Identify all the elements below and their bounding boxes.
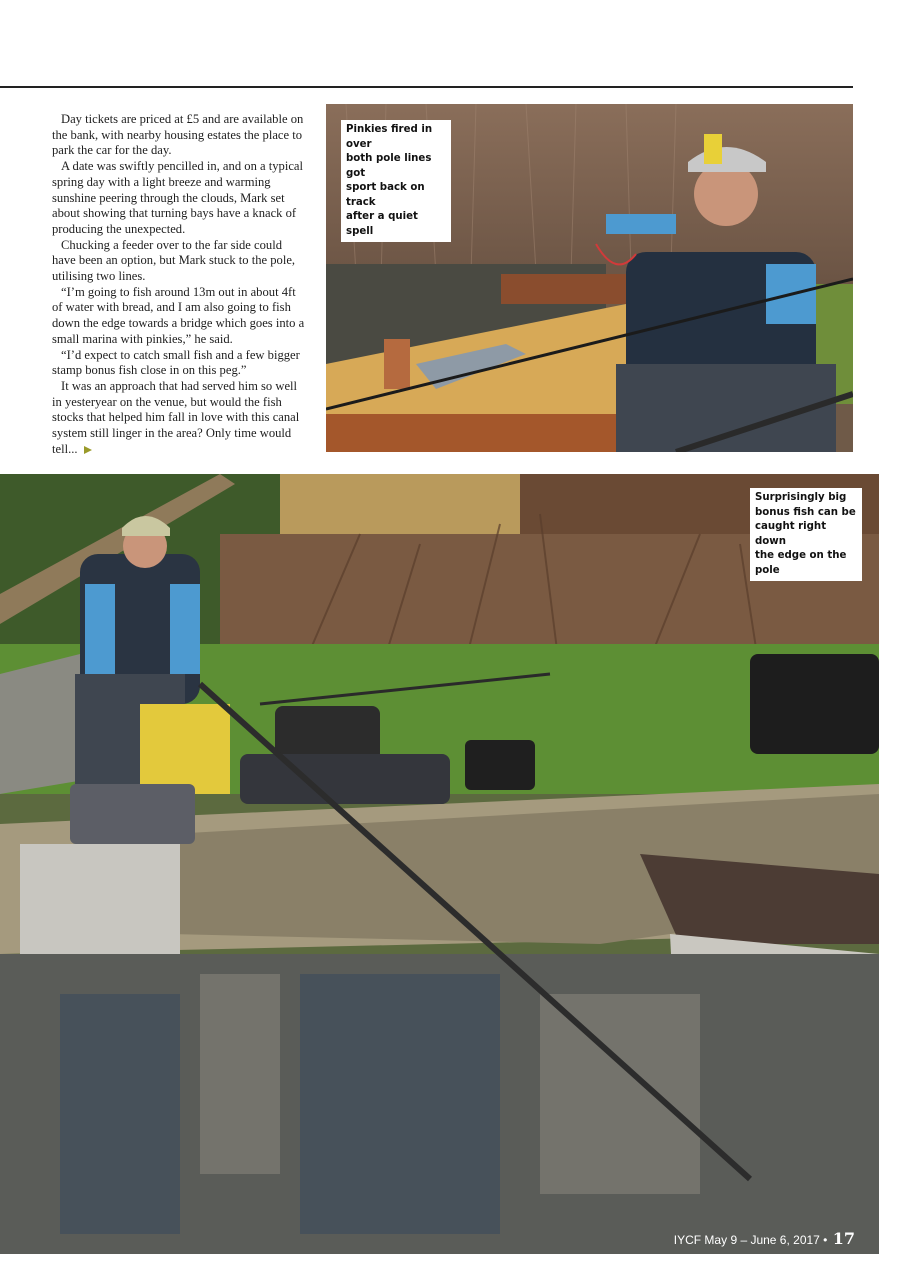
- caption-bottom-photo: Surprisingly big bonus fish can be caught right down the edge on the pole: [750, 488, 862, 581]
- caption-top-photo: Pinkies fired in over both pole lines got sport back on track after a quiet spell: [341, 120, 451, 242]
- paragraph-3: Chucking a feeder over to the far side could have been an option, but Mark stuck to the pole, utilising two lines.: [52, 237, 296, 284]
- paragraph-6: [52, 379, 308, 458]
- page-number: 17: [832, 1229, 855, 1248]
- photo-angler-on-canal-bank-illustration: [0, 474, 879, 1254]
- article-end-marker-icon: [84, 446, 92, 454]
- page-folio: [674, 1229, 855, 1248]
- article-body: [52, 112, 308, 457]
- paragraph-6-text: It was an approach that had served him so well in yesteryear on the venue, but would the fish stocks that helped him fall in love with this canal system still linger in the area? Only time would tell...: [52, 378, 300, 456]
- paragraph-2: A date was swiftly pencilled in, and on a typical spring day with a light breeze and warming sunshine peering through the clouds, Mark set about showing that turning bays have a knack of producing the unexpected.: [52, 159, 304, 236]
- header-rule: [0, 86, 853, 88]
- paragraph-1: Day tickets are priced at £5 and are available on the bank, with nearby housing estates the place to park the car for the day.: [52, 112, 304, 158]
- folio-issue-date: IYCF May 9 – June 6, 2017 •: [673, 1233, 828, 1247]
- paragraph-4: “I’m going to fish around 13m out in about 4ft of water with bread, and I am also going to fish down the edge towards a bridge which goes into a small marina with pinkies,” he said.: [52, 284, 305, 346]
- paragraph-5: “I’d expect to catch small fish and a few bigger stamp bonus fish close in on this peg.”: [52, 347, 300, 378]
- photo-angler-on-canal-bank: [0, 474, 879, 1254]
